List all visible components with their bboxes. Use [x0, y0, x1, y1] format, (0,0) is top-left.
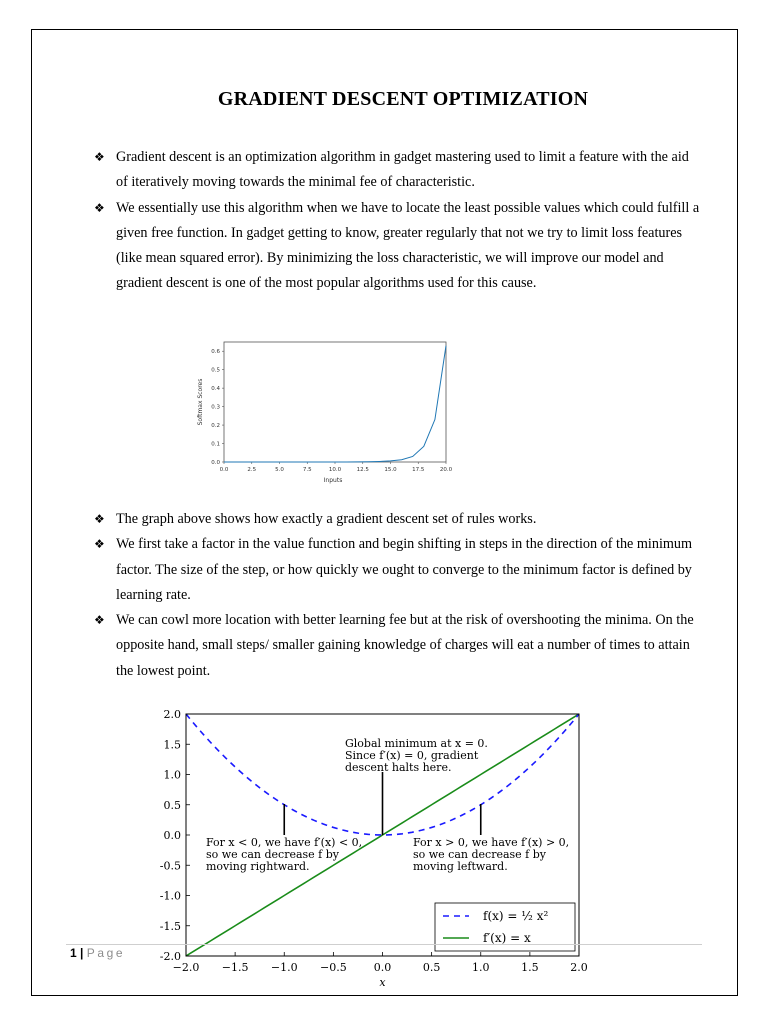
- x-tick-label: 20.0: [439, 467, 453, 473]
- list-item: [92, 608, 702, 684]
- x-tick-label: 15.0: [384, 467, 397, 473]
- x-tick-label: 2.0: [570, 961, 588, 974]
- gradient-descent-chart: [153, 700, 595, 990]
- y-tick-label: 0.0: [163, 829, 181, 842]
- x-axis-label: x: [379, 976, 386, 989]
- bullet-list-explanation: [92, 507, 702, 684]
- list-item: [92, 532, 702, 608]
- x-tick-label: −2.0: [172, 961, 200, 974]
- x-tick-label: 1.5: [521, 961, 539, 974]
- page-footer: [70, 946, 125, 960]
- list-item: [92, 196, 702, 297]
- plot-frame: [224, 342, 446, 462]
- diamond-bullet-icon: ❖: [94, 512, 105, 526]
- y-tick-label: 0.5: [211, 367, 220, 374]
- annotation-text: For x < 0, we have f′(x) < 0,: [206, 836, 363, 849]
- y-tick-label: 0.6: [211, 349, 220, 356]
- y-tick-label: 0.3: [211, 404, 220, 411]
- y-tick-label: 0.5: [163, 798, 181, 812]
- y-tick-label: 2.0: [163, 708, 181, 721]
- diamond-bullet-icon: ❖: [94, 150, 105, 164]
- y-tick-label: 0.4: [211, 386, 220, 393]
- diamond-bullet-icon: ❖: [94, 537, 105, 552]
- y-tick-label: 1.0: [163, 768, 181, 782]
- annotation-text: so we can decrease f by: [413, 848, 546, 861]
- y-tick-label: -1.5: [159, 919, 181, 933]
- x-tick-label: 5.0: [275, 467, 284, 473]
- annotation-text: Since f′(x) = 0, gradient: [345, 749, 479, 762]
- x-tick-label: 0.0: [219, 467, 229, 473]
- bullet-text: Gradient descent is an optimization algorithm in gadget mastering used to limit a feature with the aid of iteratively moving towards the minimal fee of characteristic.: [116, 149, 689, 191]
- x-tick-label: 1.0: [472, 961, 490, 974]
- x-tick-label: 10.0: [328, 467, 342, 473]
- y-tick-label: -0.5: [159, 859, 181, 873]
- annotation-text: moving leftward.: [413, 860, 508, 873]
- x-tick-label: 0.0: [373, 961, 392, 974]
- footer-divider: [66, 944, 702, 945]
- x-tick-label: 7.5: [302, 467, 312, 473]
- y-axis-label: Softmax Scores: [197, 378, 204, 426]
- diamond-bullet-icon: ❖: [94, 200, 105, 215]
- x-tick-label: 17.5: [412, 467, 425, 473]
- list-item: [92, 145, 702, 196]
- softmax-chart: [189, 334, 464, 485]
- x-axis-label: Inputs: [323, 477, 343, 484]
- page-title: GRADIENT DESCENT OPTIMIZATION: [217, 88, 589, 110]
- x-tick-label: 12.5: [356, 467, 369, 473]
- x-tick-label: 0.5: [422, 961, 441, 974]
- y-tick-label: 0.0: [211, 460, 220, 466]
- bullet-text: The graph above shows how exactly a gradient descent set of rules works.: [116, 511, 537, 527]
- bullet-text: We can cowl more location with better learning fee but at the risk of overshooting the minima. On the opposite hand, small steps/ smaller gaining knowledge of charges will eat a number of times to attain the lowest point.: [116, 612, 694, 679]
- y-tick-label: 0.1: [211, 441, 220, 448]
- x-tick-label: −0.5: [320, 961, 347, 974]
- page-number: 1: [70, 946, 77, 960]
- page-label: Page: [86, 946, 126, 960]
- diamond-bullet-icon: ❖: [94, 613, 105, 628]
- x-tick-label: −1.5: [221, 961, 249, 974]
- legend-entry: f(x) = ½ x²: [483, 909, 549, 923]
- y-tick-label: -2.0: [159, 950, 181, 963]
- x-tick-label: −1.0: [270, 961, 298, 974]
- annotation-text: moving rightward.: [206, 860, 310, 873]
- annotation-text: so we can decrease f by: [206, 848, 339, 861]
- bullet-text: We essentially use this algorithm when we have to locate the least possible values which could fulfill a given free function. In gadget getting to know, greater regularly that not we try to limit loss features (like mean squared error). By minimizing the loss characteristic, we will improve our model and gradient descent is one of the most popular algorithms used for this cause.: [116, 199, 700, 292]
- list-item: [92, 507, 702, 532]
- x-tick-label: 2.5: [247, 467, 257, 473]
- y-tick-label: 1.5: [163, 738, 181, 752]
- bullet-text: We first take a factor in the value function and begin shifting in steps in the direction of the minimum factor. The size of the step, or how quickly we ought to converge to the minimum factor is defined by learning rate.: [116, 536, 693, 603]
- y-tick-label: 0.2: [211, 423, 220, 430]
- annotation-text: descent halts here.: [345, 761, 452, 774]
- footer-separator: |: [80, 946, 84, 960]
- annotation-text: For x > 0, we have f′(x) > 0,: [413, 836, 570, 849]
- annotation-text: Global minimum at x = 0.: [345, 737, 488, 750]
- bullet-list-intro: [92, 145, 702, 297]
- series-line: [224, 346, 446, 462]
- y-tick-label: -1.0: [159, 889, 181, 903]
- legend-entry: f′(x) = x: [483, 931, 531, 945]
